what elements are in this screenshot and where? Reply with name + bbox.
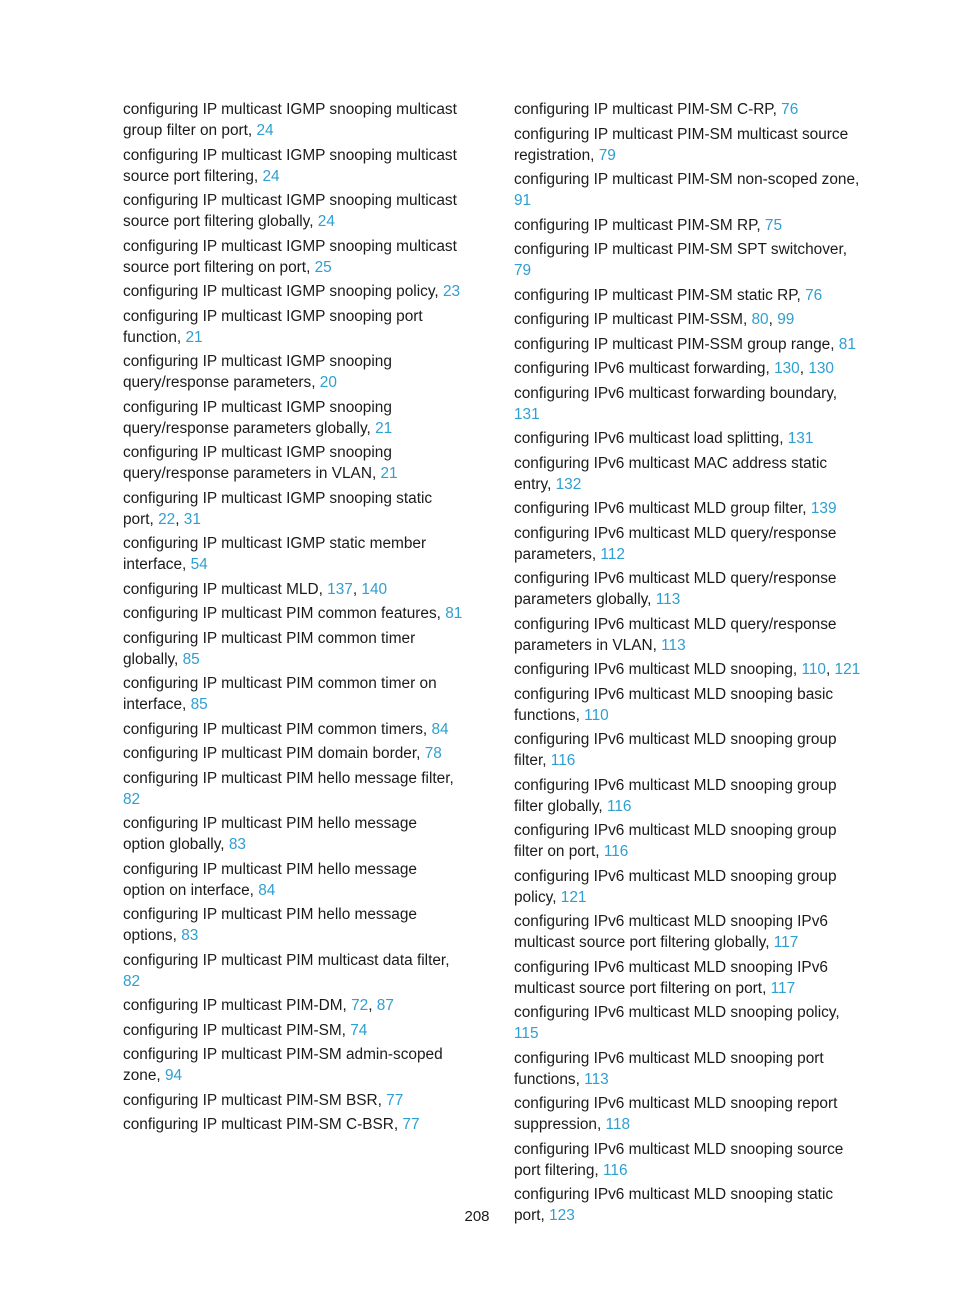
page-link[interactable]: 83 <box>228 836 246 853</box>
page-link[interactable]: 123 <box>549 1207 575 1224</box>
index-entry <box>123 1044 463 1086</box>
page-link[interactable]: 115 <box>514 1025 539 1042</box>
index-entry <box>514 866 864 908</box>
index-entry-text: configuring IPv6 multicast MLD snooping source port filtering, <box>514 1140 844 1179</box>
page-link[interactable]: 24 <box>317 213 335 230</box>
index-entry <box>123 99 463 141</box>
page-link[interactable]: 118 <box>605 1116 631 1133</box>
index-entry <box>123 859 463 901</box>
page-link[interactable]: 80 <box>751 311 769 328</box>
index-entry-text: configuring IP multicast PIM hello message option on interface, <box>123 860 417 899</box>
index-entry: configuring IP multicast PIM-DM, 72, 87 <box>123 997 394 1014</box>
index-entry-text: configuring IP multicast PIM-SM admin-scoped zone, <box>123 1046 443 1084</box>
index-entry-text: configuring IPv6 multicast MLD query/response parameters in VLAN, <box>514 615 837 654</box>
index-entry <box>514 428 864 449</box>
page-link[interactable]: 131 <box>787 430 814 447</box>
page-link[interactable]: 113 <box>584 1070 609 1088</box>
index-entry-text: configuring IP multicast PIM-SM SPT switchover, <box>514 241 848 258</box>
index-entry <box>123 768 463 810</box>
index-column-left <box>123 99 463 1139</box>
index-entry <box>123 190 463 232</box>
index-entry-text: configuring IP multicast IGMP static member interface, <box>123 535 427 573</box>
index-entry <box>123 673 463 715</box>
page-link[interactable]: 116 <box>602 1161 628 1179</box>
index-entry <box>123 306 463 348</box>
index-entry-text: configuring IP multicast PIM-SM non-scoped zone, <box>514 171 860 188</box>
page-link[interactable]: 84 <box>258 881 276 899</box>
page-link[interactable]: 75 <box>764 216 783 234</box>
page-link[interactable]: 82 <box>123 972 141 990</box>
index-entry-text: configuring IPv6 multicast MLD snooping IPv6 multicast source port filtering globally, <box>514 913 828 951</box>
index-entry: configuring IP multicast MLD, 137, 140 <box>123 580 388 598</box>
page-link[interactable]: 99 <box>777 311 795 328</box>
page-link[interactable]: 24 <box>256 122 274 139</box>
page-link[interactable]: 22 <box>158 510 176 528</box>
index-entry-text: configuring IPv6 multicast MLD snooping, <box>514 661 802 678</box>
index-entry <box>514 285 864 306</box>
index-entry <box>514 775 864 817</box>
index-entry <box>123 281 463 302</box>
page-link[interactable]: 24 <box>262 167 280 185</box>
index-entry-text: configuring IP multicast PIM-SM static RP, <box>514 286 806 304</box>
page-number: 208 <box>464 1208 490 1225</box>
index-entry-text: configuring IP multicast PIM-SM C-RP, <box>514 101 782 118</box>
index-entry <box>514 957 864 999</box>
index-entry-text: configuring IP multicast PIM-SSM group range, <box>514 335 839 353</box>
index-entry <box>123 743 463 764</box>
index-entry <box>123 1114 463 1135</box>
index-entry-text: configuring IPv6 multicast MLD snooping group filter on port, <box>514 822 837 860</box>
index-entry: configuring IP multicast PIM-SSM, 80, 99 <box>514 311 795 328</box>
page-link[interactable]: 72 <box>351 997 369 1014</box>
index-entry <box>514 568 864 610</box>
index-entry-text: configuring IP multicast PIM common timers, <box>123 720 432 738</box>
index-entry <box>514 498 864 519</box>
index-entry <box>514 334 864 355</box>
index-entry-text: configuring IPv6 multicast load splitting, <box>514 430 788 447</box>
page-link[interactable]: 132 <box>555 475 582 493</box>
index-entry <box>514 684 864 726</box>
page-link[interactable]: 113 <box>661 636 686 654</box>
index-entry-text: configuring IPv6 multicast MLD snooping port functions, <box>514 1049 824 1088</box>
page-link[interactable]: 117 <box>773 934 799 951</box>
page-link[interactable]: 84 <box>431 720 449 738</box>
index-entry-text: configuring IPv6 multicast MLD group filter, <box>514 500 811 517</box>
index-entry-text: configuring IP multicast IGMP snooping static port, <box>123 489 433 528</box>
index-entry <box>514 99 864 120</box>
index-entry: configuring IPv6 multicast MLD snooping, 110, 121 <box>514 661 861 678</box>
index-entry <box>123 813 463 855</box>
index-entry <box>514 383 864 425</box>
page-link[interactable]: 25 <box>314 258 332 276</box>
page-link[interactable]: 54 <box>190 556 208 573</box>
index-entry-text: configuring IP multicast PIM hello message option globally, <box>123 815 417 853</box>
page-link[interactable]: 85 <box>182 650 200 668</box>
page-link[interactable]: 131 <box>514 405 540 423</box>
index-entry-text: configuring IP multicast PIM-SM BSR, <box>123 1091 387 1109</box>
page-link[interactable]: 116 <box>603 843 629 860</box>
index-entry-text: configuring IP multicast PIM-SM multicast source registration, <box>514 125 849 164</box>
index-entry-text: configuring IP multicast PIM hello message filter, <box>123 769 454 787</box>
index-entry-text: configuring IPv6 multicast MLD snooping static port, <box>514 1186 834 1224</box>
index-entry: configuring IP multicast IGMP snooping static port, 22, 31 <box>123 489 433 528</box>
index-entry-text: configuring IP multicast PIM hello message options, <box>123 906 417 944</box>
index-entry-text: configuring IP multicast IGMP snooping multicast source port filtering, <box>123 146 457 185</box>
index-entry-text: configuring IP multicast PIM multicast data filter, <box>123 951 450 969</box>
index-entry-text: configuring IP multicast PIM-SM RP, <box>514 216 765 234</box>
page-link[interactable]: 94 <box>164 1067 183 1084</box>
page-link[interactable]: 81 <box>445 605 463 622</box>
index-entry-text: configuring IP multicast PIM common timer on interface, <box>123 675 437 713</box>
page-link[interactable]: 121 <box>834 661 861 678</box>
index-entry <box>514 124 864 166</box>
index-entry <box>123 442 463 484</box>
index-entry-text: configuring IP multicast PIM-DM, <box>123 997 352 1014</box>
index-entry-text: configuring IPv6 multicast MLD snooping group filter globally, <box>514 776 837 815</box>
index-entry <box>123 1020 463 1041</box>
index-entry <box>514 239 864 281</box>
index-entry-text: configuring IPv6 multicast forwarding, <box>514 360 775 377</box>
index-entry-text: configuring IP multicast IGMP snooping query/response parameters globally, <box>123 398 392 437</box>
index-entry <box>514 1093 864 1135</box>
index-entry <box>514 1048 864 1090</box>
index-entry-text: configuring IP multicast IGMP snooping query/response parameters in VLAN, <box>123 444 392 482</box>
page-link[interactable]: 130 <box>774 360 800 377</box>
page-link[interactable]: 77 <box>386 1091 404 1109</box>
page-link[interactable]: 112 <box>600 545 625 563</box>
index-entry-text: configuring IP multicast PIM common timer globally, <box>123 629 416 668</box>
index-entry <box>123 397 463 439</box>
index-entry <box>123 603 463 624</box>
index-entry-text: configuring IP multicast IGMP snooping multicast source port filtering globally, <box>123 192 457 230</box>
index-entry <box>123 236 463 278</box>
index-entry-text: configuring IP multicast MLD, <box>123 580 328 598</box>
page-link[interactable]: 21 <box>375 419 393 437</box>
page-link[interactable]: 110 <box>801 661 826 678</box>
index-entry <box>514 614 864 656</box>
page-link[interactable]: 110 <box>584 706 609 724</box>
index-entry-text: configuring IPv6 multicast MLD snooping group policy, <box>514 867 837 906</box>
page-link[interactable]: 137 <box>327 580 353 598</box>
page-link[interactable]: 20 <box>319 374 337 391</box>
index-entry <box>514 453 864 495</box>
index-entry-text: configuring IP multicast PIM-SSM, <box>514 311 752 328</box>
page-link[interactable]: 82 <box>123 790 141 808</box>
index-entry <box>514 911 864 953</box>
index-entry <box>123 950 463 992</box>
page-link[interactable]: 116 <box>606 797 632 815</box>
index-entry <box>514 523 864 565</box>
index-entry <box>514 169 864 211</box>
page-link[interactable]: 87 <box>376 997 394 1014</box>
index-entry <box>514 215 864 236</box>
index-entry-text: configuring IPv6 multicast MLD snooping policy, <box>514 1004 840 1021</box>
page-link[interactable]: 117 <box>770 979 796 997</box>
index-entry <box>514 729 864 771</box>
index-entry-text: configuring IPv6 multicast MLD query/response parameters, <box>514 524 837 563</box>
page-link[interactable]: 76 <box>781 101 799 118</box>
index-entry-text: configuring IPv6 multicast forwarding boundary, <box>514 384 838 402</box>
page-link[interactable]: 140 <box>361 580 388 598</box>
index-entry-text: configuring IP multicast PIM-SM, <box>123 1021 351 1039</box>
index-entry-text: configuring IP multicast PIM domain border, <box>123 745 425 762</box>
index-entry <box>123 904 463 946</box>
page-link[interactable]: 76 <box>805 286 823 304</box>
index-entry-text: configuring IPv6 multicast MAC address static entry, <box>514 454 828 493</box>
page-link[interactable]: 130 <box>808 360 834 377</box>
index-entry <box>123 533 463 575</box>
page-link[interactable]: 121 <box>560 888 587 906</box>
index-entry <box>514 820 864 862</box>
index-entry-text: configuring IPv6 multicast MLD snooping group filter, <box>514 731 837 769</box>
index-entry-text: configuring IP multicast IGMP snooping query/response parameters, <box>123 353 392 391</box>
page-link[interactable]: 91 <box>514 192 532 209</box>
index-entry <box>123 351 463 393</box>
page-link[interactable]: 21 <box>380 465 398 482</box>
index-entry <box>514 1139 864 1181</box>
index-entry: configuring IPv6 multicast forwarding, 130, 130 <box>514 360 834 377</box>
page-link[interactable]: 74 <box>350 1021 368 1039</box>
page-link[interactable]: 113 <box>655 591 681 608</box>
page-link[interactable]: 85 <box>190 696 208 713</box>
index-entry <box>123 1090 463 1111</box>
index-entry <box>123 719 463 740</box>
page-link[interactable]: 31 <box>183 510 201 528</box>
index-entry <box>514 1002 864 1044</box>
index-entry-text: configuring IP multicast IGMP snooping multicast group filter on port, <box>123 101 457 139</box>
page-link[interactable]: 23 <box>442 283 461 300</box>
page-link[interactable]: 116 <box>550 752 576 769</box>
index-entry-text: configuring IP multicast IGMP snooping multicast source port filtering on port, <box>123 237 457 276</box>
page-link[interactable]: 77 <box>402 1116 420 1133</box>
page-link[interactable]: 79 <box>598 146 616 164</box>
page-link[interactable]: 79 <box>514 262 532 279</box>
index-entry-text: configuring IP multicast IGMP snooping port function, <box>123 307 423 346</box>
page-link[interactable]: 21 <box>185 328 203 346</box>
index-entry-text: configuring IPv6 multicast MLD snooping basic functions, <box>514 685 834 724</box>
index-entry <box>123 145 463 187</box>
index-entry-text: configuring IP multicast IGMP snooping policy, <box>123 283 443 300</box>
index-entry-text: configuring IP multicast PIM-SM C-BSR, <box>123 1116 403 1133</box>
index-entry-text: configuring IPv6 multicast MLD snooping IPv6 multicast source port filtering on port, <box>514 958 828 997</box>
index-entry-text: configuring IP multicast PIM common features, <box>123 605 446 622</box>
page-link[interactable]: 78 <box>424 745 442 762</box>
index-column-right <box>514 99 864 1230</box>
index-entry <box>123 628 463 670</box>
page-link[interactable]: 139 <box>810 500 837 517</box>
index-entry-text: configuring IPv6 multicast MLD query/response parameters globally, <box>514 570 837 608</box>
index-entry-text: configuring IPv6 multicast MLD snooping report suppression, <box>514 1095 838 1133</box>
page-link[interactable]: 81 <box>838 335 856 353</box>
page-link[interactable]: 83 <box>181 927 199 944</box>
